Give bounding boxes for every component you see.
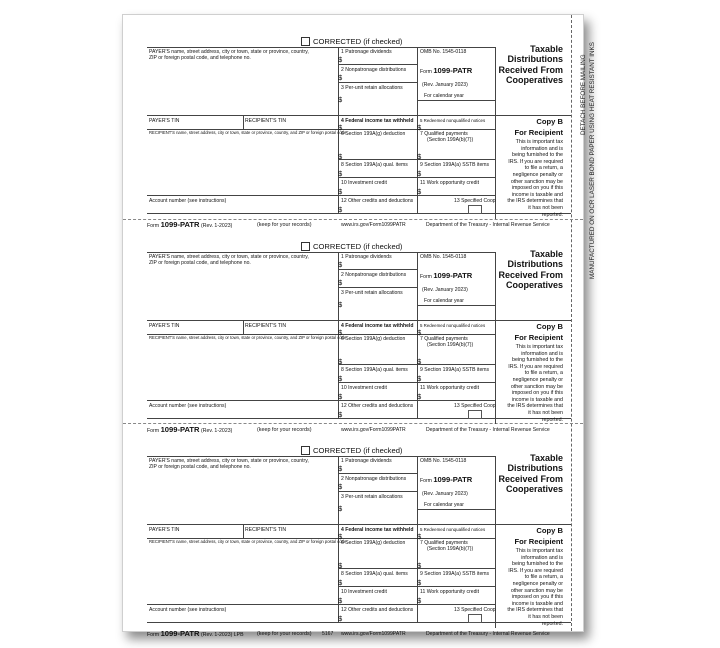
payer-tin-label: PAYER'S TIN [149,323,180,329]
footer-form-name [147,425,232,434]
box1-label: 1 Patronage dividends [341,254,392,260]
form-sheet [122,14,596,638]
form-title-line: Received From [498,473,563,484]
recipient-tin-label: RECIPIENT'S TIN [245,118,287,124]
box8-dollar: $ [338,578,343,587]
box12-dollar: $ [338,410,343,419]
grid-line [338,82,417,83]
grid-line [243,320,244,334]
box8-label: 8 Section 199A(a) qual. items [341,367,408,373]
box13-label: 13 Specified Coop [454,607,496,613]
specified-coop-checkbox[interactable] [468,410,482,419]
box7-label [420,131,473,143]
notice-line: reported. [541,416,563,423]
box7-label [420,540,473,552]
notice-line: other sanction may be [510,587,563,594]
form-number: 1099-PATR [433,271,473,280]
recipient-name-label: RECIPIENT'S name, street address, city or town, state or province, country, and ZIP or foreign postal code [149,130,347,135]
form-border-top [147,47,495,48]
for-recipient-label: For Recipient [514,332,563,342]
box4-dollar: $ [338,532,343,541]
box8-dollar: $ [338,374,343,383]
footer-rev: (Rev. 1-2023) [200,428,233,434]
detach-text: DETACH BEFORE MAILING [580,54,587,135]
form-1099-patr-copy [123,31,583,235]
box9-dollar: $ [417,578,422,587]
box3-label: 3 Per-unit retain allocations [341,494,403,500]
corrected-label: CORRECTED (if checked) [313,37,403,46]
recipient-name-label: RECIPIENT'S name, street address, city or town, state or province, country, and ZIP or foreign postal code [149,335,347,340]
footer-rev: (Rev. 1-2023) [200,632,233,638]
revision: (Rev. January 2023) [422,491,468,497]
payer-label [149,49,309,61]
copy-b-label: Copy B [536,117,563,126]
payer-label [149,254,309,266]
box3-dollar: $ [338,95,343,104]
payer-label-line2: ZIP or foreign postal code, and telephone no. [149,55,251,61]
box7-dollar: $ [417,152,422,161]
box10-dollar: $ [338,596,343,605]
footer-department: Department of the Treasury - Internal Revenue Service [426,631,550,637]
box4-dollar: $ [338,123,343,132]
notice-line: negligence penalty or [512,377,563,384]
box2-dollar: $ [338,278,343,287]
specified-coop-checkbox[interactable] [468,205,482,214]
footer-code: 5167 [322,631,334,637]
notice-line: the IRS determines that [507,403,563,410]
form-1099-patr-copy [123,236,583,440]
form-number: 1099-PATR [433,475,473,484]
manufactured-text: MANUFACTURED ON OCR LASER BOND PAPER USING HEAT RESISTANT INKS [589,42,596,279]
grid-line [147,195,495,196]
box8-label: 8 Section 199A(a) qual. items [341,571,408,577]
footer-form-name [147,220,232,229]
notice-line: the IRS determines that [507,198,563,205]
form-title-line: Cooperatives [505,280,563,291]
box9-dollar: $ [417,374,422,383]
box10-dollar: $ [338,392,343,401]
corrected-option[interactable] [301,37,402,46]
box12-label: 12 Other credits and deductions [341,403,414,409]
payer-label-line2: ZIP or foreign postal code, and telephone no. [149,464,251,470]
notice-line: being furnished to the [512,357,563,364]
grid-line [338,287,417,288]
corrected-checkbox[interactable] [301,37,310,46]
box10-dollar: $ [338,187,343,196]
box11-label: 11 Work opportunity credit [420,180,479,186]
tax-notice [489,139,563,218]
form-title-line: Taxable [530,453,563,463]
notice-line: imposed on you if this [511,185,563,192]
notice-line: reported. [541,211,563,218]
box1-label: 1 Patronage dividends [341,49,392,55]
box3-dollar: $ [338,300,343,309]
box7-dollar: $ [417,357,422,366]
grid-line [417,305,495,306]
corrected-checkbox[interactable] [301,446,310,455]
form-1099-patr-copy [123,440,583,644]
footer-form-label: Form [147,632,160,638]
form-id [420,67,472,76]
payer-label-line1: PAYER'S name, street address, city or town, state or province, country, [149,458,309,464]
notice-line: information and is [521,350,563,357]
grid-line [338,64,417,65]
payer-label-line1: PAYER'S name, street address, city or town, state or province, country, [149,254,309,260]
form-border-top [147,456,495,457]
footer-url: www.irs.gov/Form1099PATR [341,222,406,228]
notice-line: imposed on you if this [511,390,563,397]
account-number-label: Account number (see instructions) [149,607,227,613]
box8-label: 8 Section 199A(a) qual. items [341,162,408,168]
footer-form-number: 1099-PATR [160,220,200,229]
box1-dollar: $ [338,464,343,473]
grid-line [147,524,571,525]
box6-dollar: $ [338,357,343,366]
notice-line: imposed on you if this [511,594,563,601]
box4-label: 4 Federal income tax withheld [341,323,414,329]
box7-label [420,336,473,348]
notice-line: the IRS determines that [507,607,563,614]
form-title-line: Received From [498,64,563,75]
form-id [420,476,472,485]
footer-keep: (keep for your records) [257,427,312,433]
box11-label: 11 Work opportunity credit [420,385,479,391]
box9-label: 9 Section 199A(a) SSTB items [420,367,490,373]
notice-line: other sanction may be [510,383,563,390]
footer-form-name [147,629,244,638]
notice-line: to file a return, a [524,165,563,172]
box5-dollar: $ [417,532,422,541]
box12-dollar: $ [338,614,343,623]
box6-label: 6 Section 199A(g) deduction [341,131,406,137]
payer-label-line1: PAYER'S name, street address, city or town, state or province, country, [149,49,309,55]
notice-line: IRS. If you are required [508,158,563,165]
box7-label-line2: (Section 199A(b)(7)) [427,342,474,348]
notice-line: This is important tax [515,344,563,350]
recipient-tin-label: RECIPIENT'S TIN [245,527,287,533]
footer-url: www.irs.gov/Form1099PATR [341,427,406,433]
for-recipient-label: For Recipient [514,127,563,137]
box7-label-line1: 7 Qualified payments [420,131,468,137]
notice-line: IRS. If you are required [508,363,563,370]
account-number-label: Account number (see instructions) [149,403,227,409]
copy-designation [489,526,563,547]
notice-line: income is taxable and [511,396,563,403]
footer-lpb: LPB [233,632,244,638]
box7-label-line1: 7 Qualified payments [420,336,468,342]
form-title-line: Distributions [507,54,563,65]
box10-label: 10 Investment credit [341,385,387,391]
notice-line: it has not been [528,614,563,621]
form-title-line: Cooperatives [505,484,563,495]
box7-dollar: $ [417,561,422,570]
grid-line [417,509,495,510]
footer-url: www.irs.gov/Form1099PATR [341,631,406,637]
form-title [489,453,563,494]
copy-designation [489,322,563,343]
box9-label: 9 Section 199A(a) SSTB items [420,162,490,168]
box10-label: 10 Investment credit [341,589,387,595]
box13-label: 13 Specified Coop [454,198,496,204]
grid-line [338,491,417,492]
box4-dollar: $ [338,328,343,337]
grid-line [243,115,244,129]
box7-label-line1: 7 Qualified payments [420,540,468,546]
account-number-label: Account number (see instructions) [149,198,227,204]
corrected-option[interactable] [301,242,402,251]
box11-dollar: $ [417,596,422,605]
copy-b-label: Copy B [536,322,563,331]
box8-dollar: $ [338,169,343,178]
box12-label: 12 Other credits and deductions [341,198,414,204]
notice-line: income is taxable and [511,191,563,198]
corrected-checkbox[interactable] [301,242,310,251]
recipient-tin-label: RECIPIENT'S TIN [245,323,287,329]
form-title-line: Distributions [507,259,563,270]
box1-dollar: $ [338,260,343,269]
grid-line [147,115,571,116]
notice-line: information and is [521,554,563,561]
box11-dollar: $ [417,187,422,196]
box12-dollar: $ [338,205,343,214]
calendar-year-label: For calendar year [424,93,464,99]
notice-line: negligence penalty or [512,172,563,179]
footer-keep: (keep for your records) [257,222,312,228]
form-label: Form [420,69,432,75]
notice-line: being furnished to the [512,561,563,568]
grid-line [338,269,417,270]
box7-label-line2: (Section 199A(b)(7)) [427,137,474,143]
box7-label-line2: (Section 199A(b)(7)) [427,546,474,552]
box4-label: 4 Federal income tax withheld [341,527,414,533]
specified-coop-checkbox[interactable] [468,614,482,623]
footer-keep: (keep for your records) [257,631,312,637]
footer-form-label: Form [147,428,160,434]
box4-label: 4 Federal income tax withheld [341,118,414,124]
notice-line: income is taxable and [511,600,563,607]
payer-tin-label: PAYER'S TIN [149,527,180,533]
box5-label: 5 Redeemed nonqualified notices [420,118,486,123]
form-id [420,272,472,281]
form-border-top [147,252,495,253]
payer-tin-label: PAYER'S TIN [149,118,180,124]
box9-dollar: $ [417,169,422,178]
tax-notice [489,344,563,423]
grid-line [338,473,417,474]
box3-label: 3 Per-unit retain allocations [341,85,403,91]
for-recipient-label: For Recipient [514,536,563,546]
form-title [489,249,563,290]
notice-line: negligence penalty or [512,581,563,588]
box13-label: 13 Specified Coop [454,403,496,409]
grid-line [147,320,571,321]
box5-dollar: $ [417,123,422,132]
omb-number: OMB No. 1545-0118 [420,49,467,55]
form-title-line: Cooperatives [505,75,563,86]
footer-form-number: 1099-PATR [160,629,200,638]
notice-line: IRS. If you are required [508,567,563,574]
form-title-line: Received From [498,269,563,280]
notice-line: This is important tax [515,139,563,145]
copy-b-label: Copy B [536,526,563,535]
box3-label: 3 Per-unit retain allocations [341,290,403,296]
box3-dollar: $ [338,504,343,513]
corrected-option[interactable] [301,446,402,455]
footer-department: Department of the Treasury - Internal Revenue Service [426,427,550,433]
grid-line [147,400,495,401]
box6-dollar: $ [338,561,343,570]
box1-label: 1 Patronage dividends [341,458,392,464]
box11-label: 11 Work opportunity credit [420,589,479,595]
footer-form-number: 1099-PATR [160,425,200,434]
box2-label: 2 Nonpatronage distributions [341,272,407,278]
footer-rev: (Rev. 1-2023) [200,223,233,229]
footer-department: Department of the Treasury - Internal Revenue Service [426,222,550,228]
form-label: Form [420,274,432,280]
box10-label: 10 Investment credit [341,180,387,186]
notice-line: it has not been [528,410,563,417]
omb-number: OMB No. 1545-0118 [420,254,467,260]
payer-label [149,458,309,470]
form-label: Form [420,478,432,484]
corrected-label: CORRECTED (if checked) [313,446,403,455]
notice-line: information and is [521,145,563,152]
box6-dollar: $ [338,152,343,161]
box9-label: 9 Section 199A(a) SSTB items [420,571,490,577]
box5-label: 5 Redeemed nonqualified notices [420,527,486,532]
box2-dollar: $ [338,73,343,82]
payer-label-line2: ZIP or foreign postal code, and telephone no. [149,260,251,266]
grid-line [243,524,244,538]
revision: (Rev. January 2023) [422,82,468,88]
notice-line: This is important tax [515,548,563,554]
form-title [489,44,563,85]
form-number: 1099-PATR [433,66,473,75]
copy-designation [489,117,563,138]
grid-line [147,604,495,605]
calendar-year-label: For calendar year [424,298,464,304]
notice-line: it has not been [528,205,563,212]
box2-label: 2 Nonpatronage distributions [341,476,407,482]
grid-line [417,100,495,101]
box2-dollar: $ [338,482,343,491]
form-title-line: Taxable [530,44,563,54]
tax-notice [489,548,563,627]
box5-dollar: $ [417,328,422,337]
notice-line: to file a return, a [524,370,563,377]
notice-line: to file a return, a [524,574,563,581]
form-title-line: Distributions [507,463,563,474]
corrected-label: CORRECTED (if checked) [313,242,403,251]
revision: (Rev. January 2023) [422,287,468,293]
calendar-year-label: For calendar year [424,502,464,508]
omb-number: OMB No. 1545-0118 [420,458,467,464]
footer-form-label: Form [147,223,160,229]
recipient-name-label: RECIPIENT'S name, street address, city or town, state or province, country, and ZIP or foreign postal code [149,539,347,544]
box6-label: 6 Section 199A(g) deduction [341,540,406,546]
form-title-line: Taxable [530,249,563,259]
notice-line: reported. [541,620,563,627]
box6-label: 6 Section 199A(g) deduction [341,336,406,342]
notice-line: being furnished to the [512,152,563,159]
box11-dollar: $ [417,392,422,401]
notice-line: other sanction may be [510,178,563,185]
box12-label: 12 Other credits and deductions [341,607,414,613]
box1-dollar: $ [338,55,343,64]
box2-label: 2 Nonpatronage distributions [341,67,407,73]
box5-label: 5 Redeemed nonqualified notices [420,323,486,328]
